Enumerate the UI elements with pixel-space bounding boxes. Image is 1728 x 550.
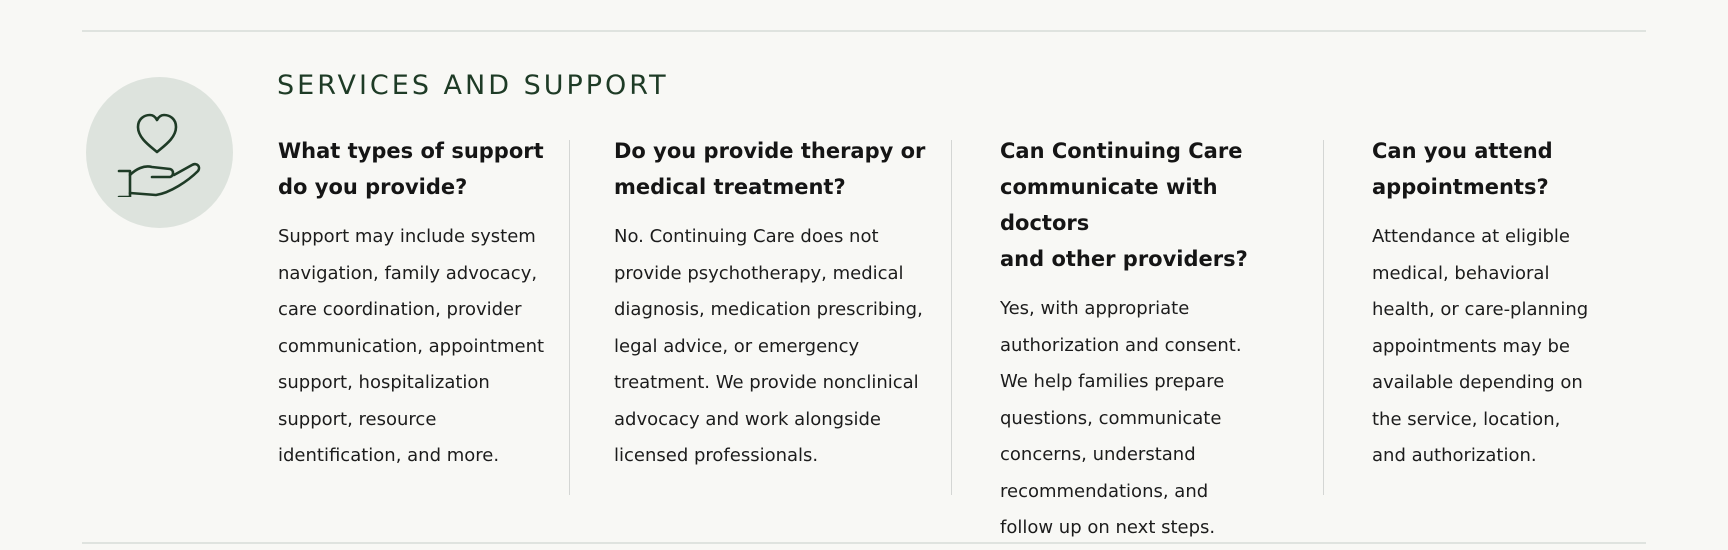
column-divider xyxy=(1323,140,1324,495)
faq-answer: Support may include system navigation, family advocacy, care coordination, provider communication, appointment support, hospitalization support, resource identification, and more. xyxy=(278,226,545,466)
bottom-rule xyxy=(82,542,1646,544)
faq-question: Can you attend appointments? xyxy=(1372,139,1553,199)
column-divider xyxy=(951,140,952,495)
faq-question: Do you provide therapy or medical treatment? xyxy=(614,139,926,199)
faq-column xyxy=(1000,133,1305,547)
faq-answer: Attendance at eligible medical, behavioral health, or care-planning appointments may be available depending on the service, location, and authorization. xyxy=(1372,226,1589,466)
faq-question: What types of support do you provide? xyxy=(278,139,544,199)
icon-badge xyxy=(86,77,233,228)
faq-column xyxy=(614,133,954,475)
column-divider xyxy=(569,140,570,495)
faq-question: Can Continuing Care communicate with doctors and other providers? xyxy=(1000,139,1248,271)
faq-column xyxy=(278,133,568,475)
faq-column xyxy=(1372,133,1642,475)
faq-answer: No. Continuing Care does not provide psychotherapy, medical diagnosis, medication prescribing, legal advice, or emergency treatment. We provide nonclinical advocacy and work alongside licensed professionals. xyxy=(614,226,923,466)
section-title: SERVICES AND SUPPORT xyxy=(277,70,669,101)
heart-in-hand-icon xyxy=(110,107,210,197)
top-rule xyxy=(82,30,1646,32)
faq-answer: Yes, with appropriate authorization and consent. We help families prepare questions, communicate concerns, understand recommendations, and follow up on next steps. xyxy=(1000,298,1242,538)
